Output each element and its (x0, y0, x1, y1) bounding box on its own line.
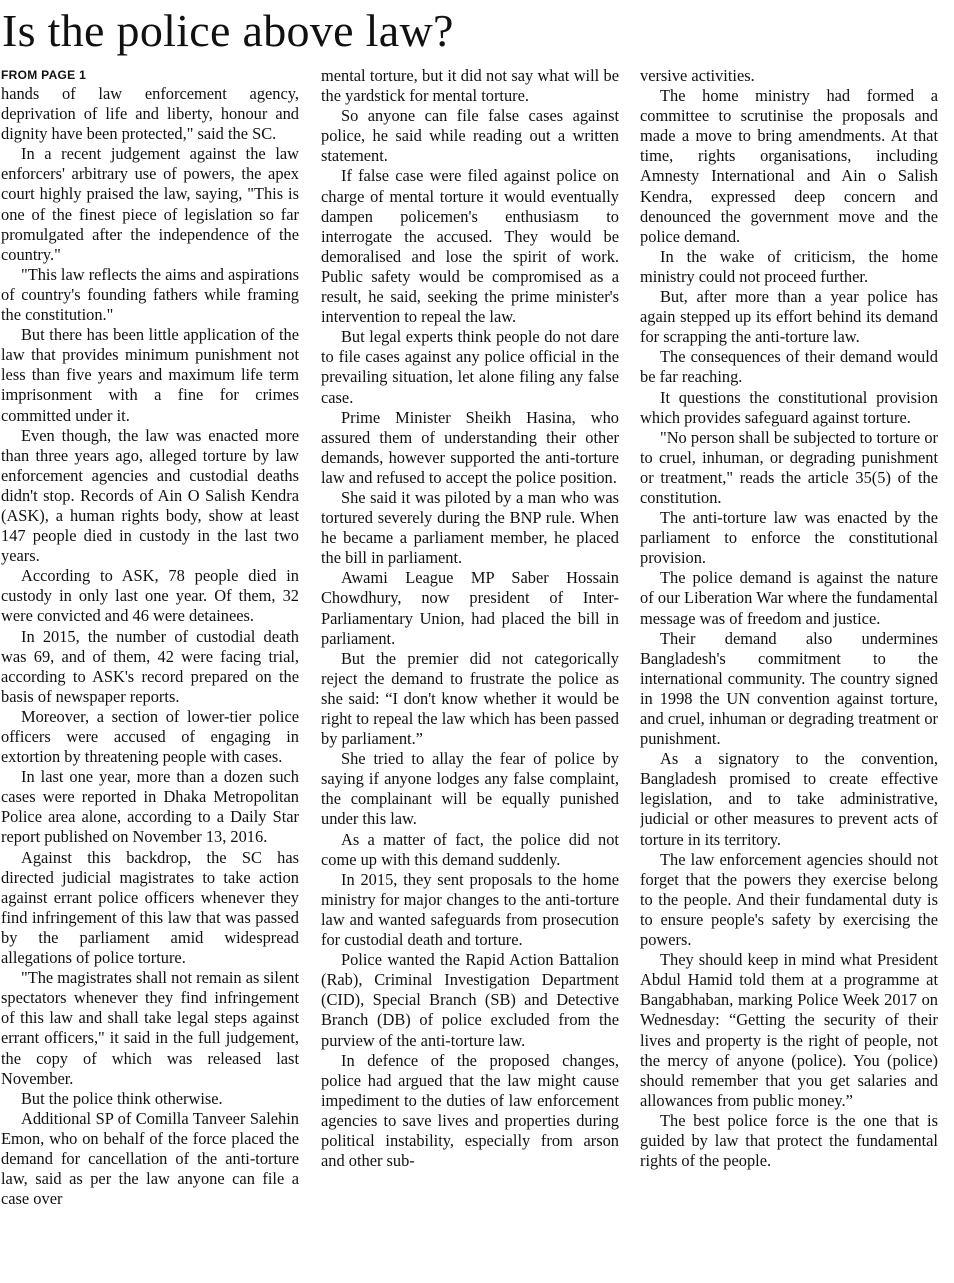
paragraph: If false case were filed against police on charge of mental torture it would eventually dampen policemen's enthusiasm to interrogate the accused. They would be demoralised and lose the spirit of work. Public safety would be compromised as a result, he said, seeking the prime minister's intervention to repeal the law. (321, 166, 619, 327)
paragraph: But there has been little application of the law that provides minimum punishment not less than five years and maximum life term imprisonment with a fine for crimes committed under it. (1, 325, 299, 425)
paragraph: As a signatory to the convention, Bangladesh promised to create effective legislation, and to take administrative, judicial or other measures to prevent acts of torture in its territory. (640, 749, 938, 849)
paragraph: The law enforcement agencies should not forget that the powers they exercise belong to the people. And their fundamental duty is to ensure people's safety by exercising the powers. (640, 849, 938, 950)
paragraph: hands of law enforcement agency, deprivation of life and liberty, honour and dignity have been protected," said the SC. (1, 84, 299, 144)
paragraph: But the police think otherwise. (21, 1088, 223, 1108)
paragraph: She tried to allay the fear of police by saying if anyone lodges any false complaint, the complainant will be equally punished under this law. (321, 749, 619, 829)
article-column-1 (1, 66, 299, 1281)
paragraph: "No person shall be subjected to torture or to cruel, inhuman, or degrading punishment or treatment," reads the article 35(5) of the constitution. (640, 427, 938, 507)
paragraph: "This law reflects the aims and aspirations of country's founding fathers while framing the constitution." (1, 264, 299, 325)
paragraph: In 2015, the number of custodial death was 69, and of them, 42 were facing trial, according to ASK's record prepared on the basis of newspaper reports. (1, 626, 299, 706)
article-column-3 (640, 66, 938, 1281)
paragraph: Additional SP of Comilla Tanveer Salehin Emon, who on behalf of the force placed the demand for cancellation of the anti-torture law, said as per the law anyone can file a case over (1, 1108, 299, 1209)
paragraph: The police demand is against the nature of our Liberation War where the fundamental message was of freedom and justice. (640, 568, 938, 628)
paragraph: According to ASK, 78 people died in custody in only last one year. Of them, 32 were convicted and 46 were detainees. (1, 566, 299, 626)
paragraph: The home ministry had formed a committee to scrutinise the proposals and made a move to bring amendments. At that time, rights organisations, including Amnesty International and Ain o Salish Kendra, expressed deep concern and denounced the government move and the police demand. (640, 86, 938, 246)
paragraph: In 2015, they sent proposals to the home ministry for major changes to the anti-torture law and wanted safeguards from prosecution for custodial death and torture. (321, 869, 619, 950)
paragraph: It questions the constitutional provision which provides safeguard against torture. (640, 387, 938, 427)
article-column-2 (321, 66, 619, 1281)
paragraph: In the wake of criticism, the home ministry could not proceed further. (640, 246, 938, 286)
paragraph: Against this backdrop, the SC has directed judicial magistrates to take action against errant police officers whenever they find infringement of this law that was passed by the parliament amid widespread allegations of police torture. (1, 847, 299, 968)
paragraph: The consequences of their demand would be far reaching. (640, 347, 938, 387)
paragraph: As a matter of fact, the police did not come up with this demand suddenly. (321, 829, 619, 869)
paragraph: She said it was piloted by a man who was tortured severely during the BNP rule. When he became a parliament member, he placed the bill in parliament. (321, 487, 619, 568)
paragraph: Prime Minister Sheikh Hasina, who assured them of understanding their other demands, however supported the anti-torture law and refused to accept the police position. (321, 407, 619, 487)
paragraph: "The magistrates shall not remain as silent spectators whenever they find infringement of this law and shall take legal steps against errant officers," it said in the full judgement, the copy of which was released last November. (1, 968, 299, 1088)
continuation-kicker: FROM PAGE 1 (1, 68, 87, 82)
paragraph: The anti-torture law was enacted by the parliament to enforce the constitutional provision. (640, 508, 938, 568)
paragraph: In defence of the proposed changes, police had argued that the law might cause impediment to the duties of law enforcement agencies to save lives and properties during political instability, especially from arson and other sub- (321, 1050, 619, 1171)
paragraph: Even though, the law was enacted more than three years ago, alleged torture by law enforcement agencies and custodial deaths didn't stop. Records of Ain O Salish Kendra (ASK), a human rights body, show at least 147 people died in custody in the last two years. (1, 425, 299, 566)
paragraph: The best police force is the one that is guided by law that protect the fundamental rights of the people. (640, 1110, 938, 1171)
paragraph: mental torture, but it did not say what will be the yardstick for mental torture. (321, 66, 619, 106)
paragraph: But the premier did not categorically reject the demand to frustrate the police as she said: “I don't know whether it would be right to repeal the law which has been passed by parliament.” (321, 648, 619, 749)
paragraph: They should keep in mind what President Abdul Hamid told them at a programme at Bangabhaban, marking Police Week 2017 on Wednesday: “Getting the security of their lives and property is the right of people, not the mercy of anyone (police). You (police) should remember that you get salaries and allowances from public money.” (640, 950, 938, 1110)
paragraph: In last one year, more than a dozen such cases were reported in Dhaka Metropolitan Police area alone, according to a Daily Star report published on November 13, 2016. (1, 767, 299, 847)
paragraph: So anyone can file false cases against police, he said while reading out a written statement. (321, 106, 619, 166)
paragraph: Moreover, a section of lower-tier police officers were accused of engaging in extortion by threatening people with cases. (1, 706, 299, 767)
paragraph: Awami League MP Saber Hossain Chowdhury, now president of Inter-Parliamentary Union, had placed the bill in parliament. (321, 568, 619, 648)
paragraph: But, after more than a year police has again stepped up its effort behind its demand for scrapping the anti-torture law. (640, 287, 938, 347)
paragraph: Their demand also undermines Bangladesh's commitment to the international community. The country signed in 1998 the UN convention against torture, and cruel, inhuman or degrading treatment or punishment. (640, 628, 938, 749)
paragraph: But legal experts think people do not dare to file cases against any police official in the prevailing situation, let alone filing any false case. (321, 327, 619, 407)
paragraph: In a recent judgement against the law enforcers' arbitrary use of powers, the apex court highly praised the law, saying, "This is one of the finest piece of legislation so far promulgated after the independence of the country." (1, 144, 299, 264)
paragraph: Police wanted the Rapid Action Battalion (Rab), Criminal Investigation Department (CID), Special Branch (SB) and Detective Branch (DB) of police excluded from the purview of the anti-torture law. (321, 950, 619, 1050)
paragraph: versive activities. (640, 66, 755, 85)
headline: Is the police above law? (2, 5, 454, 56)
